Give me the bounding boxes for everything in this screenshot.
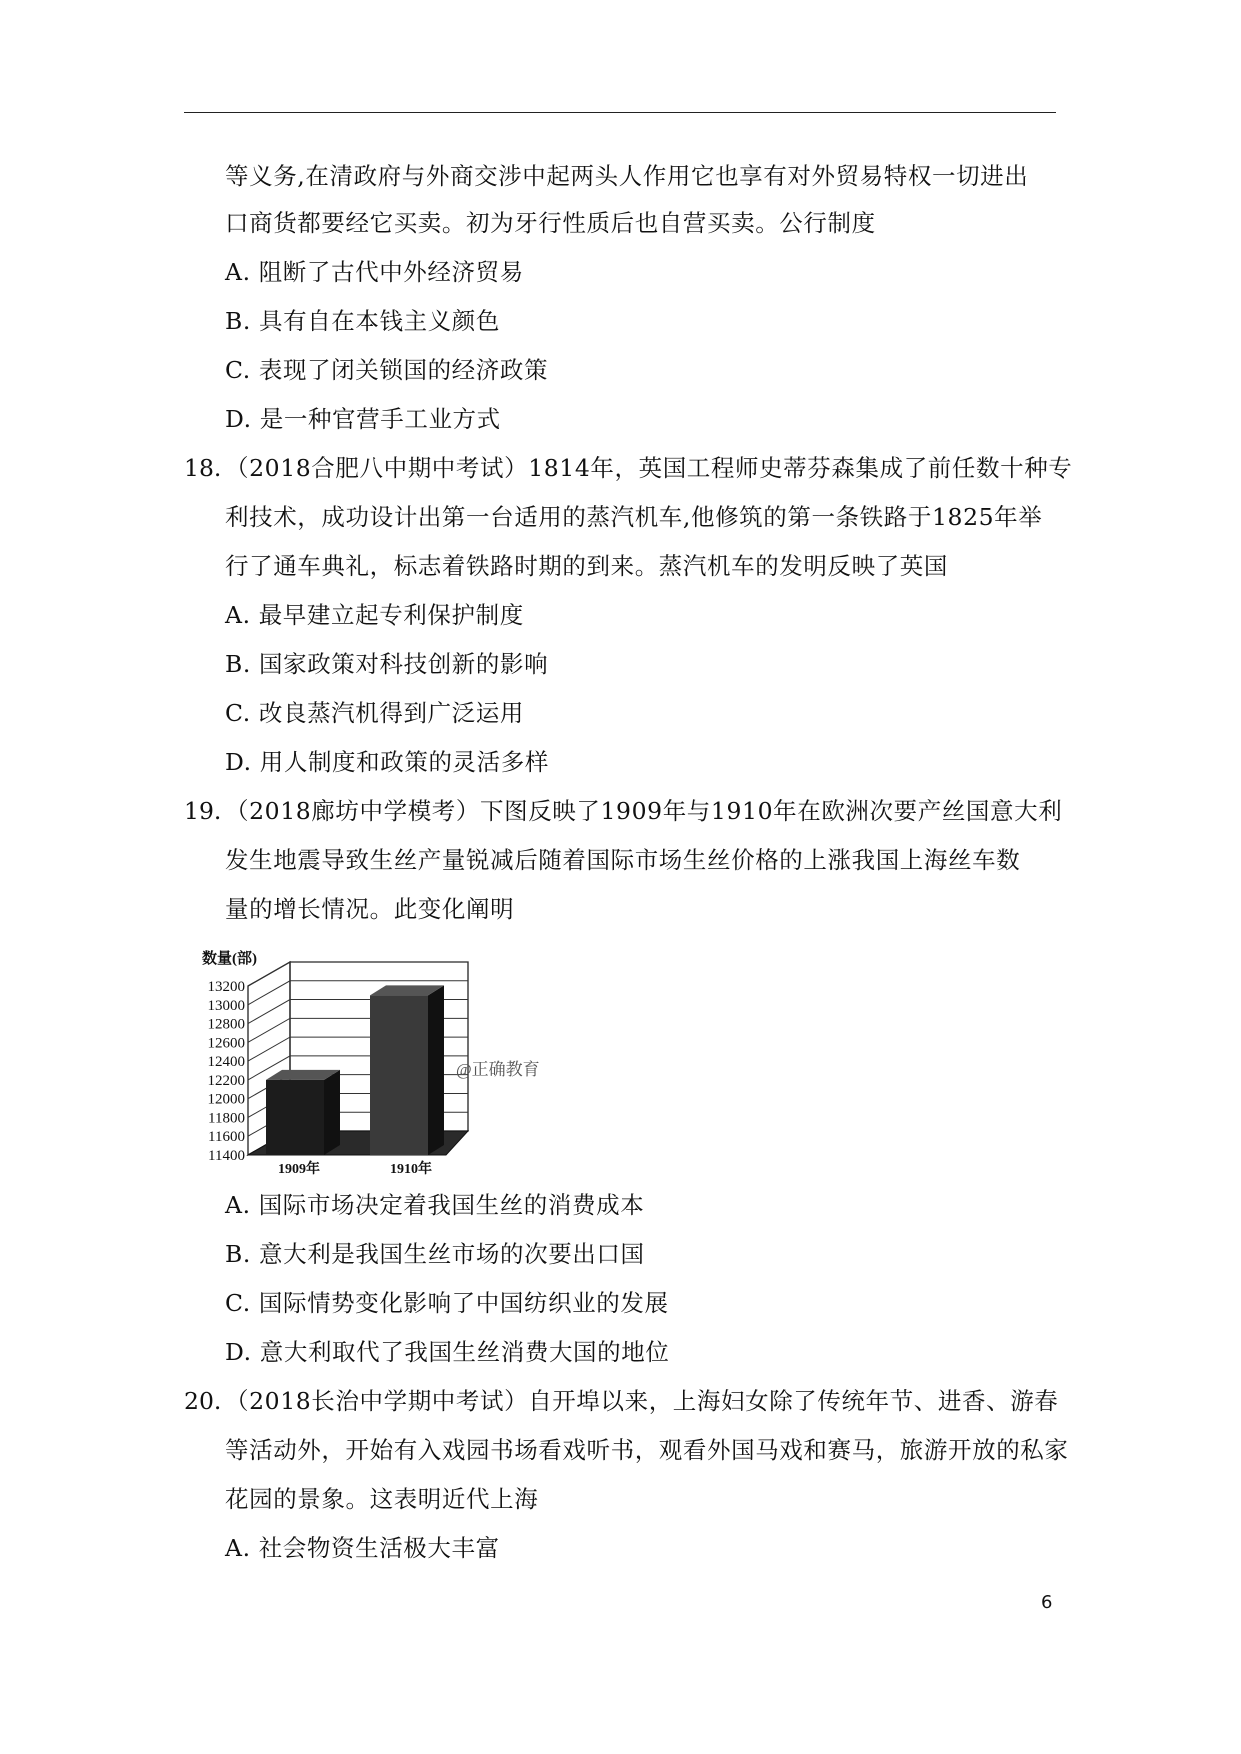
question-20-line-1: （2018长治中学期中考试）自开埠以来，上海妇女除了传统年节、进香、游春	[225, 1387, 1059, 1415]
question-18-line-2: 利技术，成功设计出第一台适用的蒸汽机车,他修筑的第一条铁路于1825年举	[225, 503, 1043, 531]
chart-bar-front	[370, 995, 428, 1155]
chart-x-label-1910: 1910年	[390, 1162, 432, 1177]
continuation-option-c: C. 表现了闭关锁国的经济政策	[225, 356, 549, 384]
chart-y-tick-label: 13200	[207, 979, 245, 995]
chart-y-tick-label: 13000	[207, 997, 245, 1014]
question-19-option-b: B. 意大利是我国生丝市场的次要出口国	[225, 1240, 645, 1268]
chart-y-tick-label: 12800	[207, 1016, 245, 1033]
chart-x-label-1909: 1909年	[278, 1162, 320, 1177]
page-number: 6	[1041, 1592, 1053, 1613]
chart-y-axis-label: 数量(部)	[202, 951, 257, 967]
chart-bar-side	[324, 1070, 340, 1155]
question-18-line-3: 行了通车典礼，标志着铁路时期的到来。蒸汽机车的发明反映了英国	[225, 552, 948, 580]
question-20-line-3: 花园的景象。这表明近代上海	[225, 1485, 539, 1513]
question-19-option-a: A. 国际市场决定着我国生丝的消费成本	[225, 1191, 645, 1219]
continuation-line-1: 等义务,在清政府与外商交涉中起两头人作用它也享有对外贸易特权一切进出	[225, 162, 1029, 190]
question-20-line-2: 等活动外，开始有入戏园书场看戏听书，观看外国马戏和赛马，旅游开放的私家	[225, 1436, 1069, 1464]
continuation-line-2: 口商货都要经它买卖。初为牙行性质后也自营买卖。公行制度	[225, 209, 876, 237]
question-18-line-1: （2018合肥八中期中考试）1814年，英国工程师史蒂芬森集成了前任数十种专	[225, 454, 1073, 482]
continuation-option-b: B. 具有自在本钱主义颜色	[225, 307, 501, 335]
question-19-option-c: C. 国际情势变化影响了中国纺织业的发展	[225, 1289, 669, 1317]
question-19-number: 19.	[184, 797, 222, 825]
header-rule	[184, 112, 1056, 113]
question-18-option-b: B. 国家政策对科技创新的影响	[225, 650, 549, 678]
continuation-option-a: A. 阻断了古代中外经济贸易	[225, 258, 524, 286]
chart-y-tick-label: 12400	[207, 1054, 245, 1071]
question-19-line-1: （2018廊坊中学模考）下图反映了1909年与1910年在欧洲次要产丝国意大利	[225, 797, 1063, 825]
question-18-number: 18.	[184, 454, 222, 482]
chart-bar-front	[266, 1080, 324, 1155]
question-20-option-a: A. 社会物资生活极大丰富	[225, 1534, 500, 1562]
chart-bar-1909年	[266, 1070, 340, 1155]
chart-bar-side	[428, 985, 444, 1155]
chart-bars	[266, 985, 444, 1155]
chart-y-tick-label: 11600	[208, 1129, 245, 1146]
question-18-option-d: D. 用人制度和政策的灵活多样	[225, 748, 549, 776]
question-18-option-c: C. 改良蒸汽机得到广泛运用	[225, 699, 524, 727]
chart-grid-line	[248, 962, 468, 986]
chart-y-ticks	[208, 979, 246, 1164]
silk-reel-chart	[200, 945, 540, 1177]
question-19-line-2: 发生地震导致生丝产量锐减后随着国际市场生丝价格的上涨我国上海丝车数	[225, 846, 1021, 874]
question-19-line-3: 量的增长情况。此变化阐明	[225, 895, 515, 923]
question-19-option-d: D. 意大利取代了我国生丝消费大国的地位	[225, 1338, 670, 1366]
chart-y-tick-label: 11400	[208, 1148, 245, 1164]
chart-y-tick-label: 12200	[207, 1072, 245, 1089]
question-18-option-a: A. 最早建立起专利保护制度	[225, 601, 524, 629]
chart-bar-1910年	[370, 985, 444, 1155]
continuation-option-d: D. 是一种官营手工业方式	[225, 405, 501, 433]
chart-y-tick-label: 11800	[208, 1110, 245, 1127]
chart-watermark: @正确教育	[456, 1060, 540, 1079]
chart-y-tick-label: 12600	[207, 1035, 245, 1052]
chart-y-tick-label: 12000	[207, 1091, 245, 1108]
question-20-number: 20.	[184, 1387, 222, 1415]
